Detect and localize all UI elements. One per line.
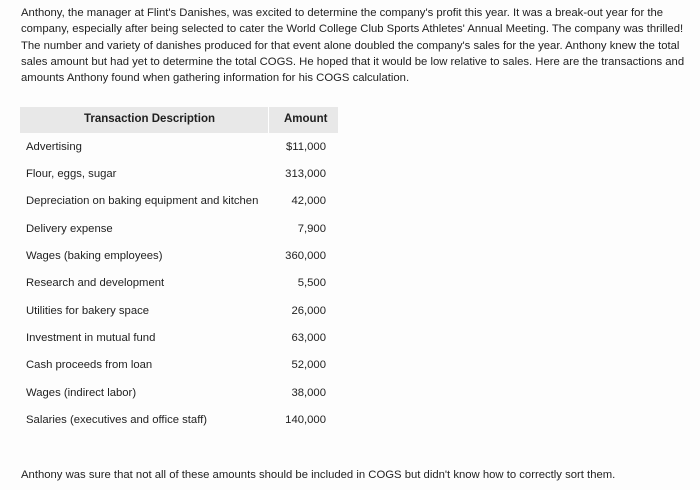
header-description: Transaction Description	[84, 113, 216, 125]
header-amount: Amount	[284, 113, 328, 125]
row-description: Depreciation on baking equipment and kitchen	[26, 195, 259, 207]
row-amount: 42,000	[291, 195, 326, 207]
row-amount: 52,000	[291, 359, 326, 371]
row-description: Wages (indirect labor)	[26, 387, 137, 399]
table-row	[20, 244, 338, 271]
row-amount: 7,900	[297, 223, 326, 235]
row-description: Flour, eggs, sugar	[26, 168, 117, 180]
row-description: Utilities for bakery space	[26, 305, 150, 317]
table-row	[20, 381, 338, 408]
row-description: Investment in mutual fund	[26, 332, 156, 344]
row-amount: $11,000	[286, 141, 326, 153]
table-row	[20, 135, 338, 162]
row-description: Research and development	[26, 277, 165, 289]
row-description: Delivery expense	[26, 223, 113, 235]
row-description: Cash proceeds from loan	[26, 359, 153, 371]
header-divider	[268, 107, 269, 133]
row-amount: 5,500	[297, 277, 326, 289]
row-amount: 360,000	[285, 250, 326, 262]
table-row	[20, 299, 338, 326]
row-description: Salaries (executives and office staff)	[26, 414, 208, 426]
table-row	[20, 189, 338, 216]
row-amount: 26,000	[291, 305, 326, 317]
row-description: Advertising	[26, 141, 82, 153]
intro-paragraph: Anthony, the manager at Flint's Danishes, was excited to determine the company's profit this year. It was a break-out year for the company, especially after being selected to cater the World College Club Sports Athletes' Annual Meeting. The company was thrilled! The number and variety of danishes produced for that event alone doubled the company's sales for the year. Anthony knew the total sales amount but had yet to determine the total COGS. He hoped that it would be low relative to sales. Here are the transactions and amounts Anthony found when gathering information for his COGS calculation.	[21, 7, 685, 85]
footer-note: Anthony was sure that not all of these amounts should be included in COGS but didn't know how to correctly sort them.	[21, 469, 616, 481]
table-row	[20, 162, 338, 189]
row-amount: 313,000	[285, 168, 326, 180]
row-description: Wages (baking employees)	[26, 250, 163, 262]
row-amount: 63,000	[291, 332, 326, 344]
row-amount: 140,000	[285, 414, 326, 426]
table-row	[20, 326, 338, 353]
table-row	[20, 217, 338, 244]
row-amount: 38,000	[291, 387, 326, 399]
table-row	[20, 408, 338, 435]
table-header	[20, 107, 338, 133]
table-row	[20, 353, 338, 380]
transactions-table	[20, 107, 338, 437]
table-row	[20, 271, 338, 298]
